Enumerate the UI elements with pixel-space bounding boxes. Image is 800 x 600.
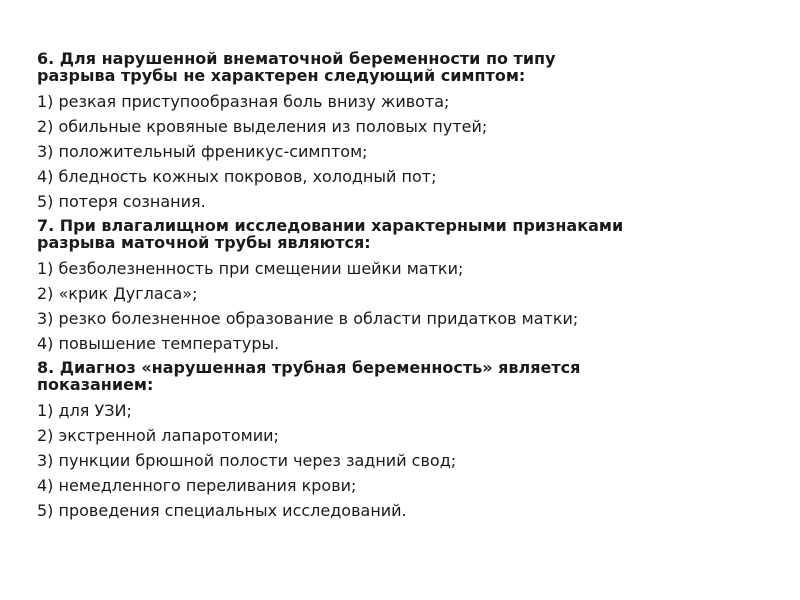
question-6-title-line2: разрыва трубы не характерен следующий симптом: (37, 66, 526, 85)
question-6-option-1: 1) резкая приступообразная боль внизу живота; (37, 92, 450, 111)
question-8-option-3: 3) пункции брюшной полости через задний свод; (37, 451, 457, 470)
question-7-option-2: 2) «крик Дугласа»; (37, 284, 198, 303)
question-8-title-line1: 8. Диагноз «нарушенная трубная беременность» является (37, 358, 581, 377)
question-6-option-4: 4) бледность кожных покровов, холодный пот; (37, 167, 437, 186)
question-7-option-3: 3) резко болезненное образование в области придатков матки; (37, 309, 579, 328)
question-7-title (37, 217, 777, 251)
question-8-option-2: 2) экстренной лапаротомии; (37, 426, 279, 445)
question-8-title-line2: показанием: (37, 375, 154, 394)
question-8-option-1: 1) для УЗИ; (37, 401, 132, 420)
question-6-title (37, 50, 777, 84)
document-body (37, 50, 777, 526)
question-6-option-5: 5) потеря сознания. (37, 192, 206, 211)
question-8-option-5: 5) проведения специальных исследований. (37, 501, 407, 520)
question-7-title-line2: разрыва маточной трубы являются: (37, 233, 371, 252)
question-8-option-4: 4) немедленного переливания крови; (37, 476, 357, 495)
question-6-title-line1: 6. Для нарушенной внематочной беременности по типу (37, 49, 556, 68)
question-6-option-3: 3) положительный френикус-симптом; (37, 142, 368, 161)
question-7-option-1: 1) безболезненность при смещении шейки матки; (37, 259, 464, 278)
question-8-title (37, 359, 777, 393)
question-6-option-2: 2) обильные кровяные выделения из половых путей; (37, 117, 488, 136)
question-7-title-line1: 7. При влагалищном исследовании характерными признаками (37, 216, 624, 235)
question-7-option-4: 4) повышение температуры. (37, 334, 280, 353)
